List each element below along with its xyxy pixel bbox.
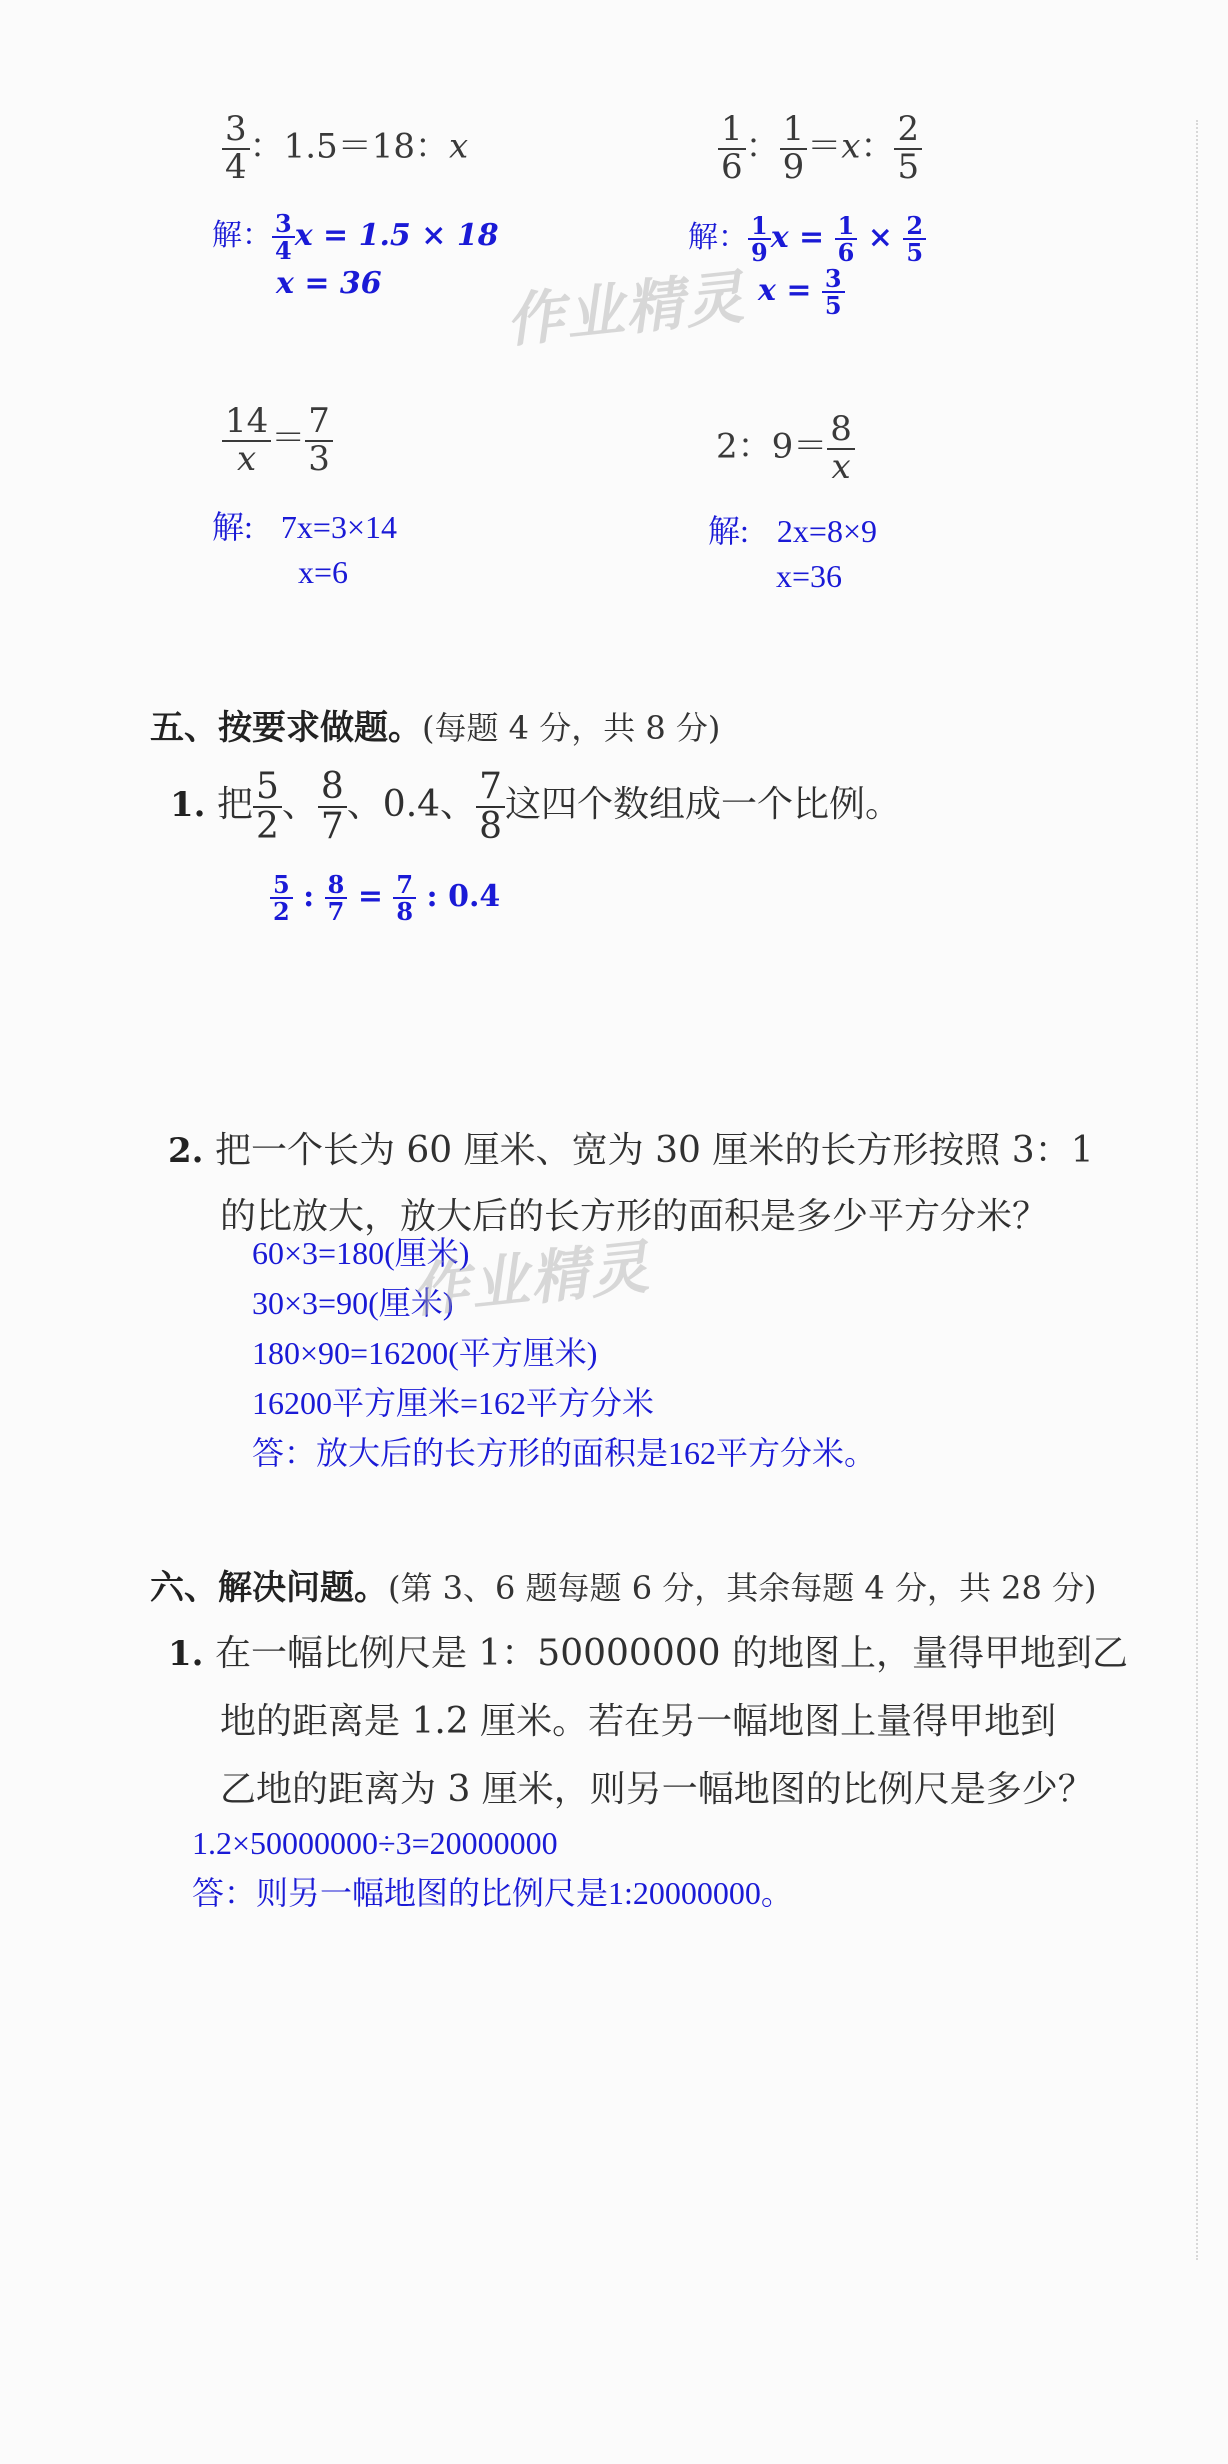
fraction: $\frac{7}{8}$	[476, 768, 505, 846]
fraction: $\frac{1}{6}$	[718, 112, 746, 185]
question-6-1-line-2: 地的距离是 1.2 厘米。若在另一幅地图上量得甲地到	[220, 1701, 1057, 1742]
fraction: $\frac{3}{5}$	[822, 266, 845, 318]
watermark: 作业精灵	[502, 262, 749, 356]
fraction: $\frac{1}{6}$	[835, 213, 858, 265]
answer-line: 答：放大后的长方形的面积是162平方分米。	[252, 1435, 877, 1471]
answer-line: 答：则另一幅地图的比例尺是1:20000000。	[192, 1875, 793, 1911]
fraction: $\frac{7}{8}$	[393, 872, 416, 924]
section-6-heading: 六、解决问题。(第 3、6 题每题 6 分，其余每题 4 分，共 28 分)	[150, 1568, 1097, 1608]
answer-line: 180×90=16200(平方厘米)	[252, 1335, 598, 1371]
equation-2-solution-line-1: 解： $\frac{1}{9}$ x = $\frac{1}{6}$ × $\frac{2}{5}$	[688, 212, 926, 265]
equation-1: $\frac{3}{4}$ ：1.5＝18：x	[222, 112, 468, 185]
fraction: $\frac{5}{2}$	[253, 768, 282, 846]
fraction: $\frac{5}{2}$	[270, 872, 293, 924]
fraction: $\frac{14}{x}$	[222, 404, 271, 477]
watermark: 作业精灵	[407, 1232, 654, 1326]
equation-4-solution-line-2: x=36	[776, 558, 843, 594]
equation-3: $\frac{14}{x}$ ＝ $\frac{7}{3}$	[222, 404, 333, 477]
fraction: $\frac{7}{3}$	[305, 404, 333, 477]
fraction: $\frac{3}{4}$	[272, 211, 295, 263]
answer-line: 16200平方厘米=162平方分米	[252, 1385, 655, 1421]
fraction: $\frac{8}{x}$	[827, 412, 855, 485]
question-6-1-line-1: 1. 在一幅比例尺是 1：50000000 的地图上，量得甲地到乙	[168, 1633, 1128, 1674]
section-5-heading: 五、按要求做题。(每题 4 分，共 8 分)	[150, 708, 721, 748]
question-6-1-answer	[192, 1818, 793, 1918]
fraction: $\frac{1}{9}$	[780, 112, 808, 185]
question-5-1-answer: $\frac{5}{2}$ : $\frac{8}{7}$ = $\frac{7}{8}$ : 0.4	[270, 872, 500, 924]
question-6-1	[168, 1620, 1128, 1824]
equation-1-solution-line-2: x = 36	[276, 266, 382, 301]
fraction: $\frac{2}{5}$	[894, 112, 922, 185]
equation-1-solution-line-1: 解： $\frac{3}{4}$ x = 1.5 × 18	[212, 208, 499, 265]
equation-3-solution-line-2: x=6	[298, 554, 349, 590]
equation-2-solution-line-2: x = $\frac{3}{5}$	[758, 266, 845, 318]
equation-2: $\frac{1}{6}$ ： $\frac{1}{9}$ ＝x： $\frac{2}{5}$	[718, 112, 922, 185]
equation-4-solution-line-1: 解: 2x=8×9	[708, 513, 877, 549]
fraction: $\frac{8}{7}$	[318, 768, 347, 846]
question-5-2-line-1: 2. 把一个长为 60 厘米、宽为 30 厘米的长方形按照 3：1	[168, 1130, 1094, 1171]
fraction: $\frac{2}{5}$	[903, 213, 926, 265]
answer-line: 30×3=90(厘米)	[252, 1285, 454, 1321]
equation-3-solution-line-1: 解: 7x=3×14	[212, 509, 397, 545]
fraction: $\frac{3}{4}$	[222, 112, 250, 185]
margin-dotted-line	[1196, 120, 1198, 2260]
equation-4: 2：9＝ $\frac{8}{x}$	[716, 412, 855, 485]
question-5-2-line-2: 的比放大，放大后的长方形的面积是多少平方分米？	[220, 1196, 1049, 1237]
question-6-1-line-3: 乙地的距离为 3 厘米，则另一幅地图的比例尺是多少？	[220, 1769, 1094, 1810]
fraction: $\frac{1}{9}$	[748, 213, 771, 265]
question-5-1: 1. 把 $\frac{5}{2}$ 、 $\frac{8}{7}$ 、0.4、 $\frac{7}{8}$ 这四个数组成一个比例。	[170, 766, 901, 847]
fraction: $\frac{8}{7}$	[325, 872, 348, 924]
answer-line: 60×3=180(厘米)	[252, 1235, 470, 1271]
answer-line: 1.2×50000000÷3=20000000	[192, 1825, 558, 1861]
